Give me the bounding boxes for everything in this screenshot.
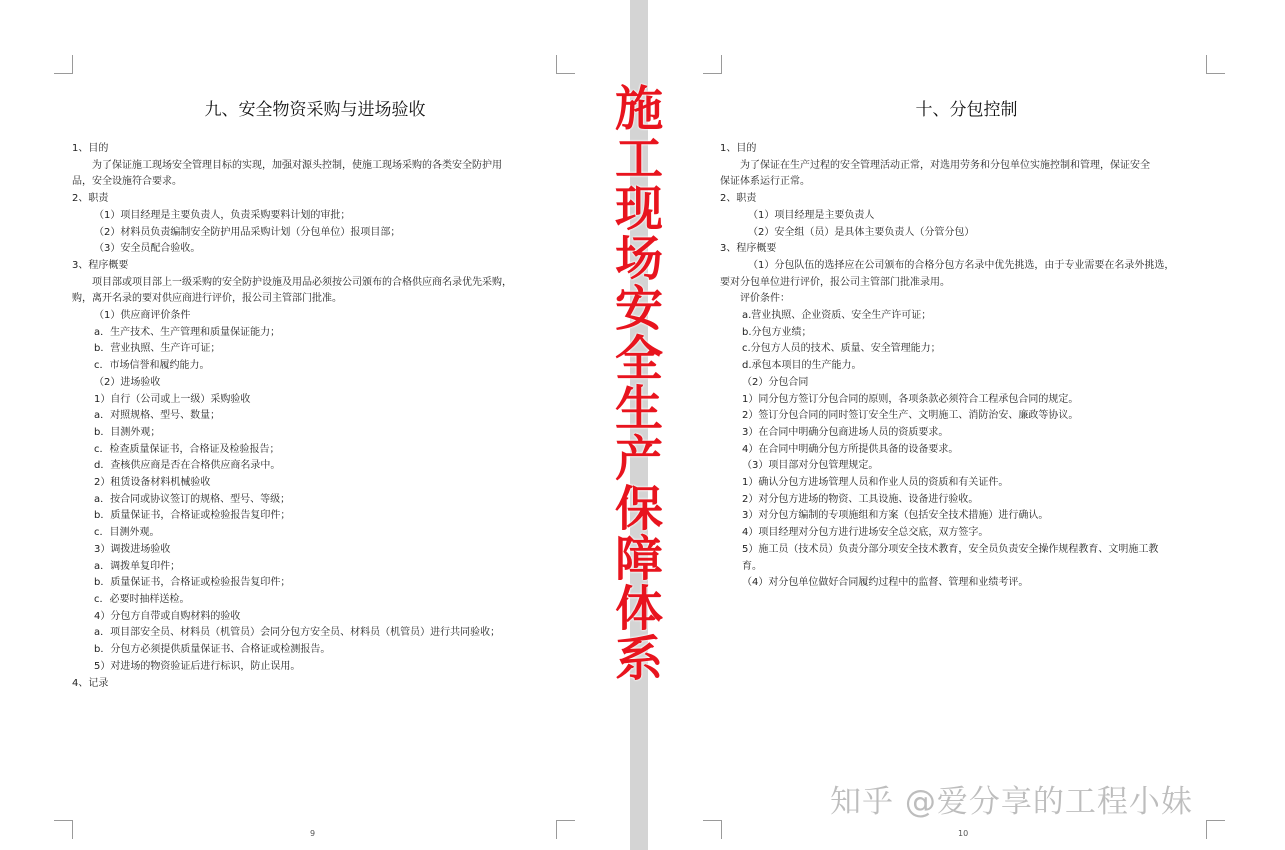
banner-character: 施 xyxy=(614,81,663,137)
text-line: （2）材料员负责编制安全防护用品采购计划（分包单位）报项目部； xyxy=(94,226,401,238)
text-line: c．目测外观。 xyxy=(94,527,160,539)
banner-character: 工 xyxy=(614,131,663,187)
text-line: 3、程序概要 xyxy=(720,243,777,255)
text-line: （1）项目经理是主要负责人，负责采购要料计划的审批； xyxy=(94,209,351,221)
text-line: （1）供应商评价条件 xyxy=(94,310,191,322)
text-line: （3）安全员配合验收。 xyxy=(94,243,201,255)
text-line: 品，安全设施符合要求。 xyxy=(72,176,182,188)
text-line: （1）项目经理是主要负责人 xyxy=(748,209,875,221)
text-line: a．生产技术、生产管理和质量保证能力； xyxy=(94,326,281,338)
banner-character: 体 xyxy=(614,581,663,637)
text-line: 2、职责 xyxy=(72,193,109,205)
text-line: （1）分包队伍的选择应在公司颁布的合格分包方名录中优先挑选，由于专业需要在名录外挑选， xyxy=(748,259,1175,271)
text-line: 1、目的 xyxy=(72,143,109,154)
text-line: 1）自行（公司或上一级）采购验收 xyxy=(94,393,251,405)
text-line: 1、目的 xyxy=(720,143,757,154)
banner-character: 安 xyxy=(614,281,663,337)
text-line: 3）对分包方编制的专项施组和方案（包括安全技术措施）进行确认。 xyxy=(742,510,1049,522)
text-line: a．按合同或协议签订的规格、型号、等级； xyxy=(94,493,291,505)
text-line: b．质量保证书，合格证或检验报告复印件； xyxy=(94,510,291,522)
crop-mark xyxy=(703,820,722,839)
crop-mark xyxy=(556,55,575,74)
banner-character: 场 xyxy=(614,231,663,287)
red-vertical-banner xyxy=(607,81,671,687)
crop-mark xyxy=(703,55,722,74)
page-number: 9 xyxy=(310,829,316,838)
text-line: b．营业执照、生产许可证； xyxy=(94,343,221,355)
text-line: 为了保证施工现场安全管理目标的实现，加强对源头控制，使施工现场采购的各类安全防护用 xyxy=(92,159,502,171)
page-title: 十、分包控制 xyxy=(915,100,1018,120)
text-line: 5）对进场的物资验证后进行标识，防止误用。 xyxy=(94,660,301,672)
text-line: a．调拨单复印件； xyxy=(94,560,181,572)
text-line: b.分包方业绩； xyxy=(742,326,812,338)
banner-character: 产 xyxy=(614,431,663,487)
document-page-left xyxy=(0,0,630,850)
text-line: 要对分包单位进行评价，报公司主管部门批准录用。 xyxy=(720,276,950,288)
text-line: c．必要时抽样送检。 xyxy=(94,593,190,605)
text-line: 4）在合同中明确分包方所提供具备的设备要求。 xyxy=(742,443,959,455)
text-line: d．查核供应商是否在合格供应商名录中。 xyxy=(94,460,281,472)
banner-character: 生 xyxy=(614,381,663,437)
banner-character: 全 xyxy=(614,331,663,387)
text-line: a．项目部安全员、材料员（机管员）会同分包方安全员、材料员（机管员）进行共同验收； xyxy=(94,627,501,639)
document-page-right xyxy=(648,0,1285,850)
text-line: 3）在合同中明确分包商进场人员的资质要求。 xyxy=(742,426,949,438)
text-line: 评价条件： xyxy=(740,293,790,305)
banner-character: 现 xyxy=(614,181,663,237)
text-line: b．分包方必须提供质量保证书、合格证或检测报告。 xyxy=(94,644,331,656)
text-line: 项目部或项目部上一级采购的安全防护设施及用品必须按公司颁布的合格供应商名录优先采购， xyxy=(92,276,512,288)
text-line: b．质量保证书，合格证或检验报告复印件； xyxy=(94,577,291,589)
watermark: 知乎 @爱分享的工程小妹 xyxy=(830,784,1193,820)
page-body xyxy=(720,141,1210,592)
text-line: a.营业执照、企业资质、安全生产许可证； xyxy=(742,310,932,322)
text-line: 2）对分包方进场的物资、工具设施、设备进行验收。 xyxy=(742,493,979,505)
text-line: 3、程序概要 xyxy=(72,259,129,271)
crop-mark xyxy=(1206,55,1225,74)
crop-mark xyxy=(1206,820,1225,839)
banner-character: 障 xyxy=(614,531,663,587)
text-line: 购，离开名录的要对供应商进行评价，报公司主管部门批准。 xyxy=(72,293,342,305)
text-line: 4）项目经理对分包方进行进场安全总交底，双方签字。 xyxy=(742,527,989,539)
text-line: 为了保证在生产过程的安全管理活动正常，对选用劳务和分包单位实施控制和管理，保证安全 xyxy=(740,159,1150,171)
banner-character: 保 xyxy=(614,481,663,537)
text-line: a．对照规格、型号、数量； xyxy=(94,410,221,422)
banner-character: 系 xyxy=(614,631,663,687)
crop-mark xyxy=(54,55,73,74)
text-line: 5）施工员（技术员）负责分部分项安全技术教育，安全员负责安全操作规程教育、文明施工教 xyxy=(742,543,1159,555)
text-line: c．市场信誉和履约能力。 xyxy=(94,360,210,372)
text-line: 4）分包方自带或自购材料的验收 xyxy=(94,610,241,622)
text-line: 2）签订分包合同的同时签订安全生产、文明施工、消防治安、廉政等协议。 xyxy=(742,410,1079,422)
text-line: c.分包方人员的技术、质量、安全管理能力； xyxy=(742,343,941,355)
text-line: 1）确认分包方进场管理人员和作业人员的资质和有关证件。 xyxy=(742,477,1009,489)
text-line: d.承包本项目的生产能力。 xyxy=(742,360,862,372)
crop-mark xyxy=(556,820,575,839)
text-line: 3）调拨进场验收 xyxy=(94,543,171,555)
page-body xyxy=(72,141,562,692)
text-line: 2）租赁设备材料机械验收 xyxy=(94,477,211,489)
text-line: 4、记录 xyxy=(72,677,109,689)
page-title: 九、安全物资采购与进场验收 xyxy=(204,100,426,120)
text-line: （4）对分包单位做好合同履约过程中的监督、管理和业绩考评。 xyxy=(742,577,1029,589)
text-line: （3）项目部对分包管理规定。 xyxy=(742,460,879,472)
crop-mark xyxy=(54,820,73,839)
text-line: （2）分包合同 xyxy=(742,376,809,388)
text-line: （2）进场验收 xyxy=(94,376,161,388)
text-line: b．目测外观； xyxy=(94,426,161,438)
page-number: 10 xyxy=(958,829,969,838)
text-line: 保证体系运行正常。 xyxy=(720,176,810,188)
text-line: （2）安全组（员）是具体主要负责人（分管分包） xyxy=(748,226,975,238)
text-line: 2、职责 xyxy=(720,193,757,205)
text-line: 1）同分包方签订分包合同的原则，各项条款必须符合工程承包合同的规定。 xyxy=(742,393,1079,405)
text-line: 育。 xyxy=(742,560,762,572)
text-line: c．检查质量保证书，合格证及检验报告； xyxy=(94,443,280,455)
